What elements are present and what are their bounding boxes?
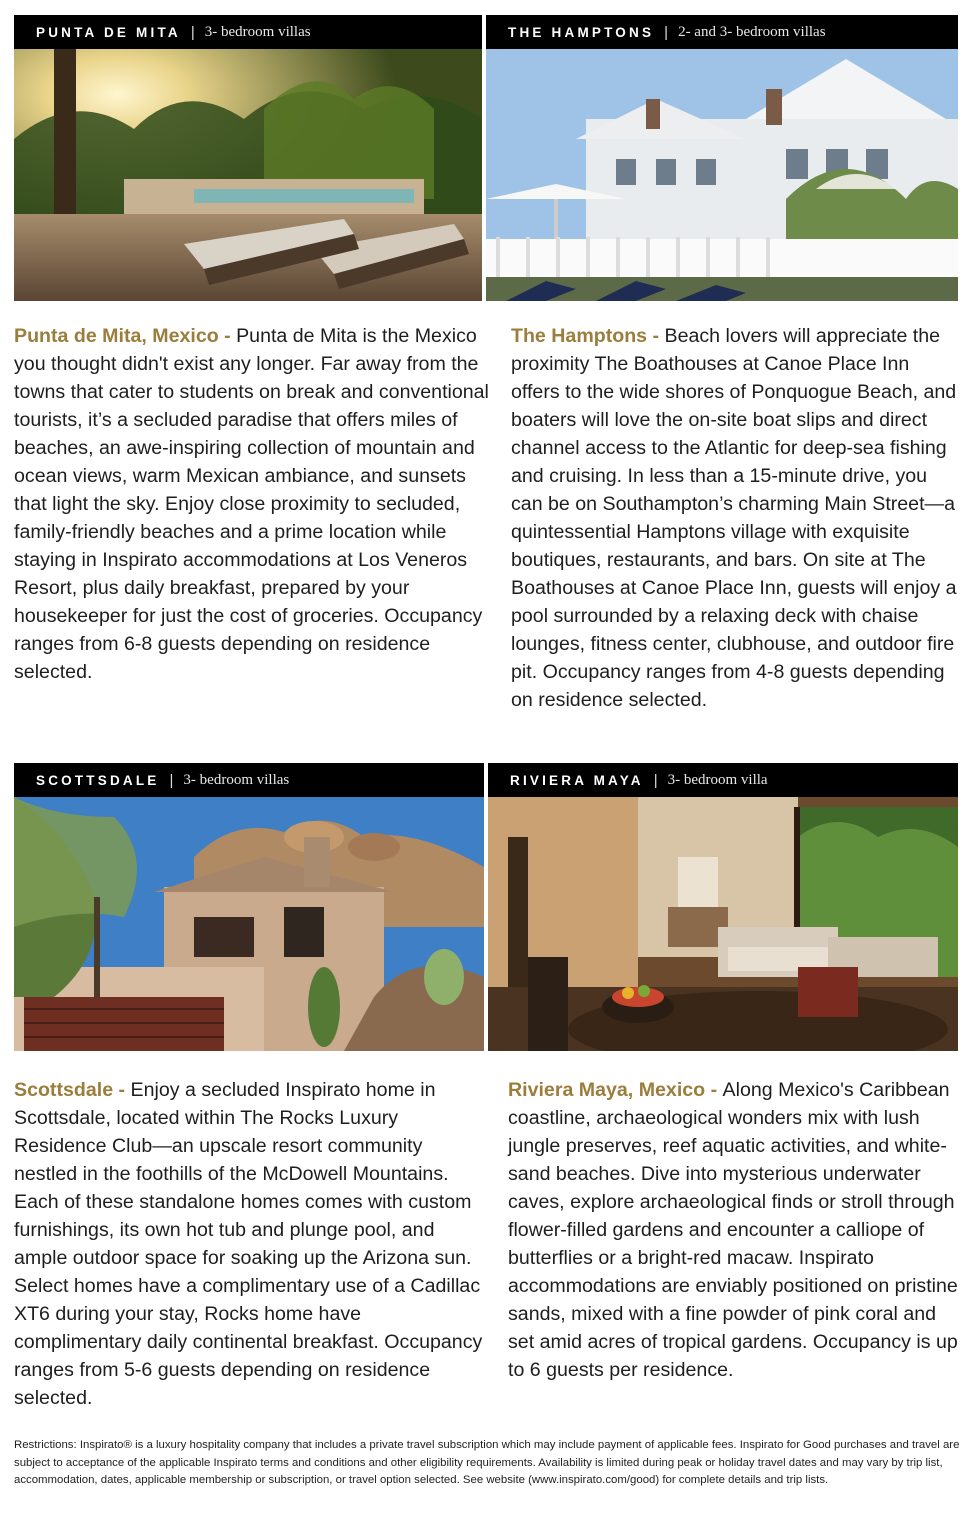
description-lead: The Hamptons (511, 325, 648, 347)
riviera-maya-photo (488, 797, 958, 1051)
hamptons-photo (486, 49, 958, 301)
description-lead: Scottsdale (14, 1079, 114, 1101)
description-body: Punta de Mita is the Mexico you thought didn't exist any longer. Far away from the towns that cater to students on break and conventional tourists, it’s a secluded paradise that offers miles of beaches, an awe-inspiring collection of mountain and ocean views, warm Mexican ambiance, and sunsets that light the sky. Enjoy close proximity to secluded, family-friendly beaches and a prime location while staying in Inspirato accommodations at Los Veneros Resort, plus daily breakfast, prepared by your housekeeper for just the cost of groceries. Occupancy ranges from 6-8 guests depending on residence selected. (14, 325, 489, 683)
description-lead-dash: - (113, 1079, 131, 1101)
banner-villa-type: 3- bedroom villa (667, 771, 768, 788)
banner-villa-type: 3- bedroom villas (183, 771, 290, 788)
banner-place-name: THE HAMPTONS (508, 24, 655, 40)
description-lead: Punta de Mita, Mexico (14, 325, 219, 347)
restrictions-disclaimer: Restrictions: Inspirato® is a luxury hospitality company that includes a private travel subscription which may include payment of applicable fees. Inspirato for Good purchases and travel are subject to acceptance of the applicable Inspirato terms and conditions and other eligibility requirements. Availability is limited during peak or holiday travel dates and may vary by trip list, accommodation, dates, applicable membership or subscription, or travel option selected. See website (www.inspirato.com/good) for complete details and trip lists. (14, 1439, 960, 1486)
riviera-maya-description (508, 1076, 964, 1384)
banner-separator: | (190, 23, 195, 41)
scottsdale-banner (14, 763, 484, 797)
banner-separator: | (653, 771, 658, 789)
punta-de-mita-description (14, 322, 498, 686)
hamptons-description (511, 322, 959, 714)
scottsdale-description (14, 1076, 484, 1412)
banner-separator: | (169, 771, 174, 789)
banner-place-name: RIVIERA MAYA (510, 772, 644, 788)
scottsdale-image-card (14, 763, 484, 1051)
riviera-maya-image-card (488, 763, 958, 1051)
banner-separator: | (664, 23, 669, 41)
riviera-maya-banner (488, 763, 958, 797)
description-lead-dash: - (218, 325, 237, 347)
punta-de-mita-image-card (14, 15, 482, 301)
banner-villa-type: 3- bedroom villas (204, 23, 311, 40)
banner-place-name: PUNTA DE MITA (36, 24, 181, 40)
scottsdale-photo (14, 797, 484, 1051)
banner-place-name: SCOTTSDALE (36, 772, 160, 788)
hamptons-image-card (486, 15, 958, 301)
banner-villa-type: 2- and 3- bedroom villas (678, 23, 826, 40)
description-lead: Riviera Maya, Mexico (508, 1079, 706, 1101)
hamptons-banner (486, 15, 958, 49)
description-body: Enjoy a secluded Inspirato home in Scottsdale, located within The Rocks Luxury Residence Club—an upscale resort community nestled in the foothills of the McDowell Mountains. Each of these standalone homes comes with custom furnishings, its own hot tub and plunge pool, and ample outdoor space for soaking up the Arizona sun. Select homes have a complimentary use of a Cadillac XT6 during your stay, Rocks home have complimentary daily continental breakfast. Occupancy ranges from 5-6 guests depending on residence selected. (14, 1079, 483, 1409)
punta-de-mita-banner (14, 15, 482, 49)
description-lead-dash: - (705, 1079, 723, 1101)
punta-de-mita-photo (14, 49, 482, 301)
description-lead-dash: - (647, 325, 665, 347)
description-body: Beach lovers will appreciate the proximity The Boathouses at Canoe Place Inn offers to the wide shores of Ponquogue Beach, and boaters will love the on-site boat slips and direct channel access to the Atlantic for deep-sea fishing and cruising. In less than a 15-minute drive, you can be on Southampton’s charming Main Street—a quintessential Hamptons village with exquisite boutiques, restaurants, and bars. On site at The Boathouses at Canoe Place Inn, guests will enjoy a pool surrounded by a relaxing deck with chaise lounges, fitness center, clubhouse, and outdoor fire pit. Occupancy ranges from 4-8 guests depending on residence selected. (511, 325, 957, 711)
description-body: Along Mexico's Caribbean coastline, archaeological wonders mix with lush jungle preserves, reef aquatic activities, and white-sand beaches. Dive into mysterious underwater caves, explore archaeological finds or stroll through flower-filled gardens and encounter a calliope of butterflies or a bright-red macaw. Inspirato accommodations are enviably positioned on pristine sands, mixed with a fine powder of pink coral and set amid acres of tropical gardens. Occupancy is up to 6 guests per residence. (508, 1079, 958, 1381)
